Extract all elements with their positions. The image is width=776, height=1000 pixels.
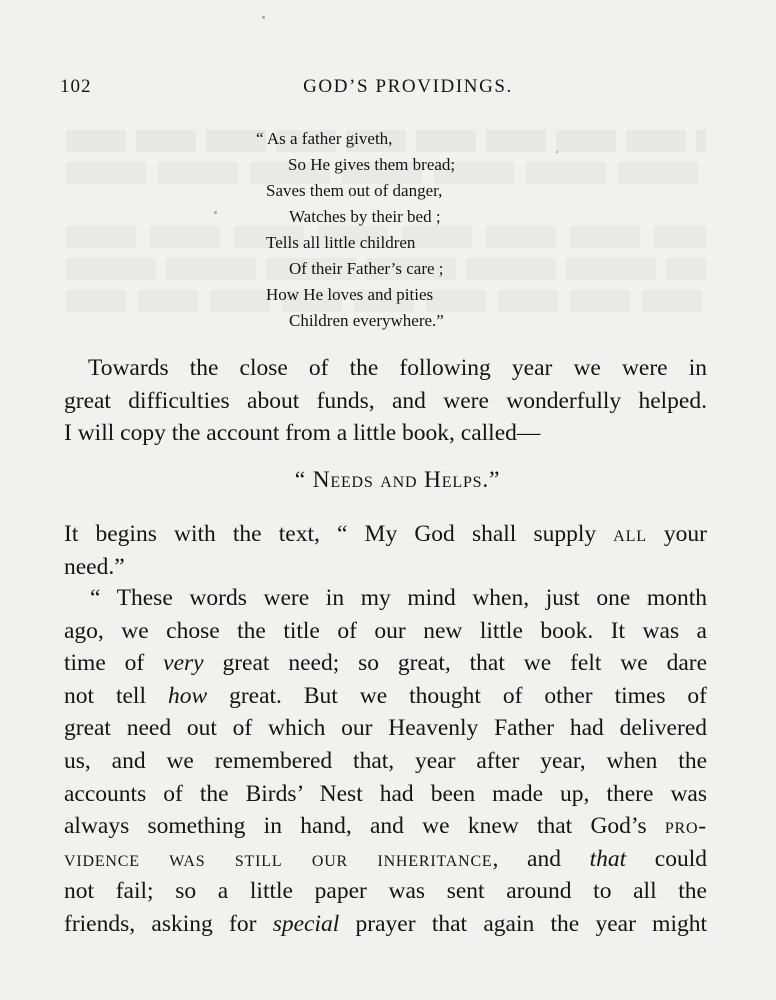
section-heading-block [64, 464, 707, 500]
text-line: friends, asking for special prayer that again the year might [64, 910, 708, 937]
text-line: great difficulties about funds, and were wonderfully helped. [64, 387, 707, 414]
ink-speck [556, 151, 558, 153]
ink-speck [262, 16, 265, 19]
body-text [64, 582, 707, 941]
poem-line: Watches by their bed ; [289, 207, 441, 226]
body-text [64, 352, 707, 450]
text-line: I will copy the account from a little book, called— [64, 420, 541, 447]
text-line: It begins with the text, “ My God shall supply all your [64, 521, 707, 547]
running-title: GOD’S PROVIDINGS. [303, 76, 513, 97]
poem-line: Children everywhere.” [289, 311, 444, 330]
body-text [64, 518, 707, 583]
poem-line: How He loves and pities [266, 285, 434, 304]
text-line: always something in hand, and we knew that God’s pro- [64, 813, 707, 840]
text-line: accounts of the Birds’ Nest had been made up, there was [64, 780, 707, 807]
text-line: us, and we remembered that, year after year, when the [64, 747, 707, 774]
page-number: 102 [60, 76, 92, 97]
ink-speck [214, 211, 217, 214]
poem-line: “ As a father giveth, [256, 129, 393, 148]
poem-line: Saves them out of danger, [266, 181, 443, 200]
section-heading: “ Needs and Helps.” [294, 467, 501, 493]
text-line: great need out of which our Heavenly Father had delivered [64, 715, 707, 742]
text-line: not tell how great. But we thought of other times of [64, 682, 708, 709]
text-line: “ These words were in my mind when, just one month [90, 585, 707, 611]
text-line: Towards the close of the following year we were in [88, 355, 707, 381]
text-line: not fail; so a little paper was sent around to all the [64, 878, 707, 905]
poem-line: Tells all little children [266, 233, 416, 252]
text-line: time of very great need; so great, that we felt we dare [64, 650, 708, 677]
text-line: need.” [64, 553, 125, 580]
text-line: ago, we chose the title of our new little book. It was a [64, 617, 707, 644]
text-line: vidence was still our inheritance, and that could [64, 845, 707, 872]
poem-line: So He gives them bread; [288, 155, 456, 174]
poem-line: Of their Father’s care ; [289, 259, 444, 278]
